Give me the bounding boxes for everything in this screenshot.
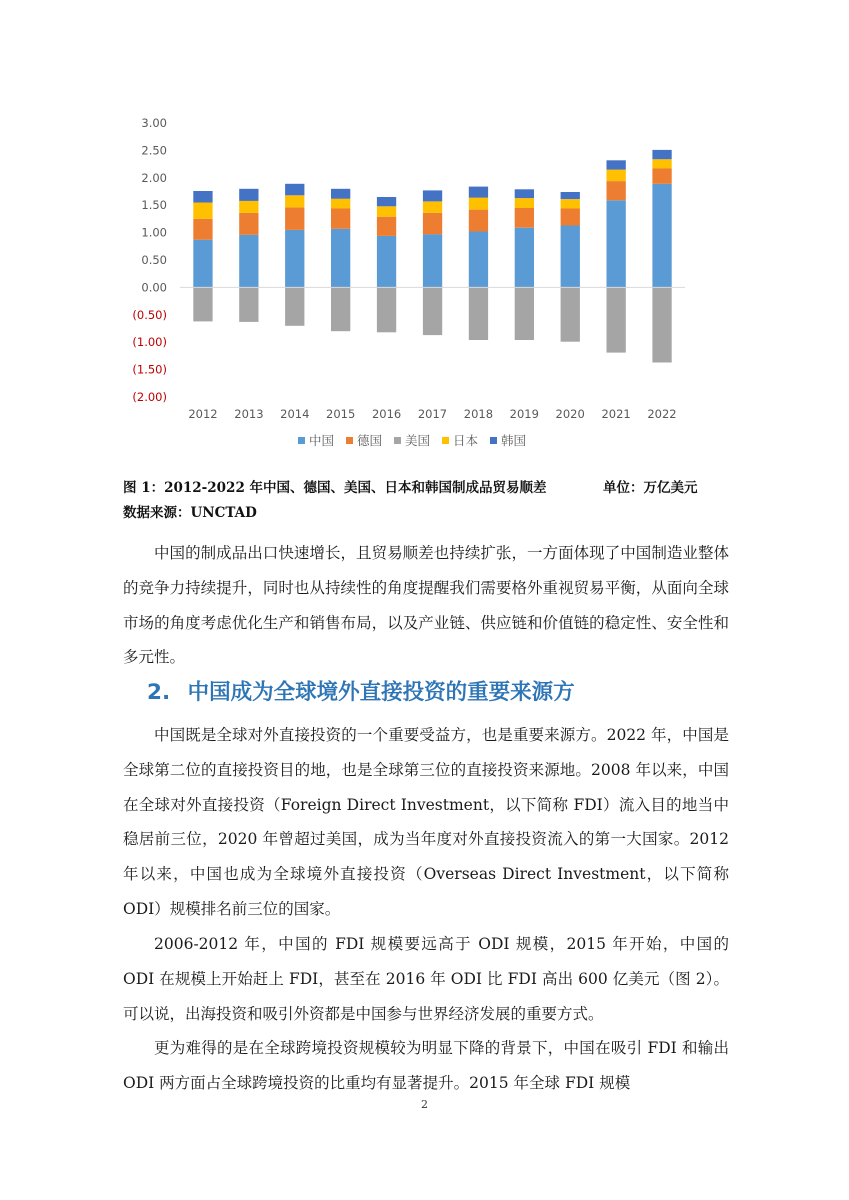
bar-segment <box>285 184 304 196</box>
legend-swatch <box>298 437 305 444</box>
bar-segment <box>561 192 580 199</box>
bar-segment <box>652 150 671 159</box>
bar-segment <box>193 191 212 203</box>
bar-segment <box>469 198 488 210</box>
legend-label: 美国 <box>405 433 431 448</box>
y-tick-label: 0.00 <box>141 280 167 295</box>
bar-segment <box>239 189 258 201</box>
y-tick-label: 2.00 <box>141 170 167 185</box>
y-tick-label: (0.50) <box>132 307 167 322</box>
bar-segment <box>377 287 396 332</box>
bar-segment <box>515 208 534 228</box>
legend-swatch <box>346 437 353 444</box>
bar-segment <box>285 195 304 207</box>
x-tick-label: 2021 <box>601 407 631 421</box>
legend-swatch <box>442 437 449 444</box>
bar-segment <box>377 236 396 288</box>
x-tick-label: 2012 <box>188 407 218 421</box>
bar-segment <box>423 201 442 213</box>
bar-segment <box>607 200 626 287</box>
paragraph-manufacturing-surplus: 中国的制成品出口快速增长，且贸易顺差也持续扩张，一方面体现了中国制造业整体的竞争力持续提升，同时也从持续性的角度提醒我们需要格外重视贸易平衡，从面向全球市场的角度考虑优化生产和销售布局，以及产业链、供应链和价值链的稳定性、安全性和多元性。 <box>123 544 729 667</box>
x-tick-label: 2018 <box>463 407 494 421</box>
bar-segment <box>377 206 396 216</box>
paragraph-fdi-odi-source: 中国既是全球对外直接投资的一个重要受益方，也是重要来源方。2022 年，中国是全球第二位的直接投资目的地，也是全球第三位的直接投资来源地。2008 年以来，中国在全球对外直接投资（Foreign Direct Investment，以下简称 FDI）流入目的地当中稳居前三位，2020 年曾超过美国，成为当年度对外直接投资流入的第一大国家。2012 年以来，中国也成为全球境外直接投资（Overseas Direct Investment，以下简称 ODI）规模排名前三位的国家。 <box>123 726 729 918</box>
x-tick-label: 2014 <box>280 407 310 421</box>
y-tick-label: 1.00 <box>141 225 167 240</box>
bar-segment <box>469 232 488 288</box>
bar-segment <box>515 189 534 198</box>
bar-segment <box>377 217 396 236</box>
bar-segment <box>331 209 350 229</box>
bar-segment <box>285 207 304 230</box>
x-tick-label: 2016 <box>371 407 402 421</box>
x-tick-label: 2017 <box>417 407 448 421</box>
trade-surplus-stacked-bar-chart <box>120 100 720 465</box>
bar-segment <box>652 184 671 288</box>
bar-segment <box>193 219 212 240</box>
bar-segment <box>239 287 258 322</box>
bar-segment <box>193 240 212 288</box>
bar-segment <box>652 159 671 168</box>
figure-caption-unit: 单位：万亿美元 <box>603 480 698 496</box>
legend-label: 中国 <box>309 433 335 448</box>
legend-swatch <box>490 437 497 444</box>
bar-segment <box>331 199 350 209</box>
bar-segment <box>193 203 212 219</box>
figure-data-source: 数据来源：UNCTAD <box>123 505 257 521</box>
bar-segment <box>607 287 626 352</box>
legend-label: 德国 <box>357 433 383 448</box>
bar-segment <box>561 209 580 226</box>
legend-label: 韩国 <box>501 433 527 448</box>
bar-segment <box>239 235 258 288</box>
bar-segment <box>607 181 626 200</box>
bar-segment <box>423 287 442 335</box>
bar-segment <box>561 199 580 208</box>
paragraph-global-share: 更为难得的是在全球跨境投资规模较为明显下降的背景下，中国在吸引 FDI 和输出 ODI 两方面占全球跨境投资的比重均有显著提升。2015 年全球 FDI 规模 <box>123 1039 729 1092</box>
bar-segment <box>239 213 258 235</box>
legend-label: 日本 <box>453 433 479 448</box>
bar-segment <box>331 287 350 331</box>
y-tick-label: 2.50 <box>141 143 167 158</box>
bar-segment <box>331 189 350 199</box>
bar-segment <box>607 160 626 169</box>
x-tick-label: 2022 <box>647 407 677 421</box>
x-tick-label: 2015 <box>326 407 356 421</box>
bar-segment <box>469 287 488 340</box>
bar-segment <box>193 287 212 321</box>
y-tick-label: 1.50 <box>141 198 167 213</box>
section-number: 2. <box>147 680 171 705</box>
bar-segment <box>423 234 442 287</box>
section-heading <box>147 675 575 706</box>
bar-segment <box>331 229 350 288</box>
y-tick-label: (1.00) <box>132 335 167 350</box>
bar-segment <box>239 201 258 213</box>
bar-segment <box>423 213 442 234</box>
bar-segment <box>285 287 304 325</box>
figure-caption-title: 图 1：2012-2022 年中国、德国、美国、日本和韩国制成品贸易顺差 <box>123 480 547 496</box>
paragraph-fdi-vs-odi: 2006-2012 年，中国的 FDI 规模要远高于 ODI 规模，2015 年开始，中国的 ODI 在规模上开始赶上 FDI，甚至在 2016 年 ODI 比 FDI 高出 600 亿美元（图 2）。可以说，出海投资和吸引外资都是中国参与世界经济发展的重要方式。 <box>123 935 729 1023</box>
x-tick-label: 2020 <box>555 407 585 421</box>
bar-segment <box>515 287 534 340</box>
bar-segment <box>377 197 396 206</box>
figure-caption <box>123 476 743 526</box>
y-tick-label: 0.50 <box>141 253 167 267</box>
bar-segment <box>423 190 442 201</box>
page-number: 2 <box>421 1098 428 1111</box>
bar-segment <box>515 228 534 288</box>
x-tick-label: 2019 <box>509 407 539 421</box>
bar-segment <box>469 187 488 198</box>
section-title: 中国成为全球境外直接投资的重要来源方 <box>187 680 575 705</box>
y-tick-label: 3.00 <box>141 116 167 130</box>
bar-segment <box>285 230 304 288</box>
bar-segment <box>561 226 580 288</box>
bar-segment <box>652 287 671 362</box>
bar-segment <box>469 210 488 232</box>
bar-segment <box>561 287 580 341</box>
bar-segment <box>515 198 534 208</box>
bar-segment <box>607 170 626 182</box>
bar-segment <box>652 169 671 184</box>
legend-swatch <box>394 437 401 444</box>
y-tick-label: (2.00) <box>132 390 167 404</box>
x-tick-label: 2013 <box>234 407 264 421</box>
y-tick-label: (1.50) <box>132 362 167 377</box>
